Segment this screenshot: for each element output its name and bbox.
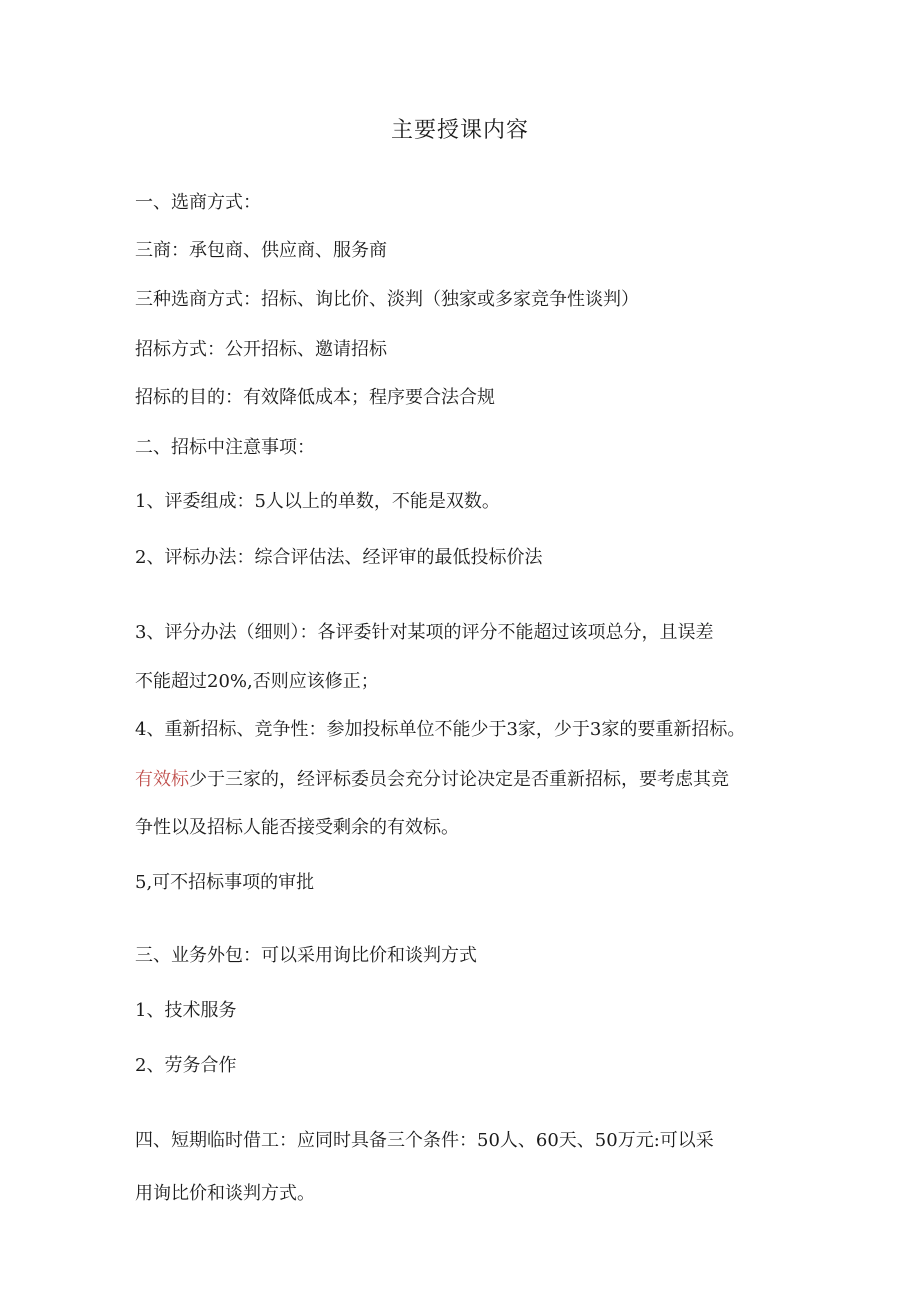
list-item-labor-cooperation: 2、劳务合作: [135, 1055, 237, 1076]
list-item-rebidding-text: 少于三家的，经评标委员会充分讨论决定是否重新招标，要考虑其竞: [189, 769, 729, 790]
list-item-rebidding-end: 争性以及招标人能否接受剩余的有效标。: [135, 817, 459, 838]
list-item-technical-service: 1、技术服务: [135, 1000, 237, 1021]
list-item-scoring-method: 3、评分办法（细则）：各评委针对某项的评分不能超过该项总分，且误差: [135, 622, 714, 643]
paragraph-three-vendors: 三商：承包商、供应商、服务商: [135, 240, 387, 261]
list-item-exemption-approval: 5,可不招标事项的审批: [135, 872, 315, 893]
document-title: 主要授课内容: [390, 118, 529, 143]
list-item-scoring-method-continued: 不能超过20%,否则应该修正；: [135, 671, 379, 692]
section-heading-outsourcing: 三、业务外包：可以采用询比价和谈判方式: [135, 945, 477, 966]
section-temporary-labor-continued: 用询比价和谈判方式。: [135, 1183, 315, 1204]
paragraph-bidding-methods: 招标方式：公开招标、邀请招标: [135, 339, 387, 360]
list-item-evaluation-method: 2、评标办法：综合评估法、经评审的最低投标价法: [135, 547, 543, 568]
highlight-valid-bid: 有效标: [135, 769, 189, 790]
paragraph-bidding-purpose: 招标的目的：有效降低成本；程序要合法合规: [135, 387, 495, 408]
section-heading-vendor-selection: 一、选商方式：: [135, 192, 261, 213]
list-item-rebidding: 4、重新招标、竞争性：参加投标单位不能少于3家，少于3家的要重新招标。: [135, 719, 746, 740]
section-heading-temporary-labor: 四、短期临时借工：应同时具备三个条件：50人、60天、50万元:可以采: [135, 1130, 714, 1151]
list-item-committee: 1、评委组成：5人以上的单数，不能是双数。: [135, 491, 500, 512]
list-item-rebidding-continued: [135, 766, 729, 794]
paragraph-selection-methods: 三种选商方式：招标、询比价、淡判（独家或多家竞争性谈判）: [135, 289, 639, 310]
section-heading-bidding-notes: 二、招标中注意事项：: [135, 437, 315, 458]
